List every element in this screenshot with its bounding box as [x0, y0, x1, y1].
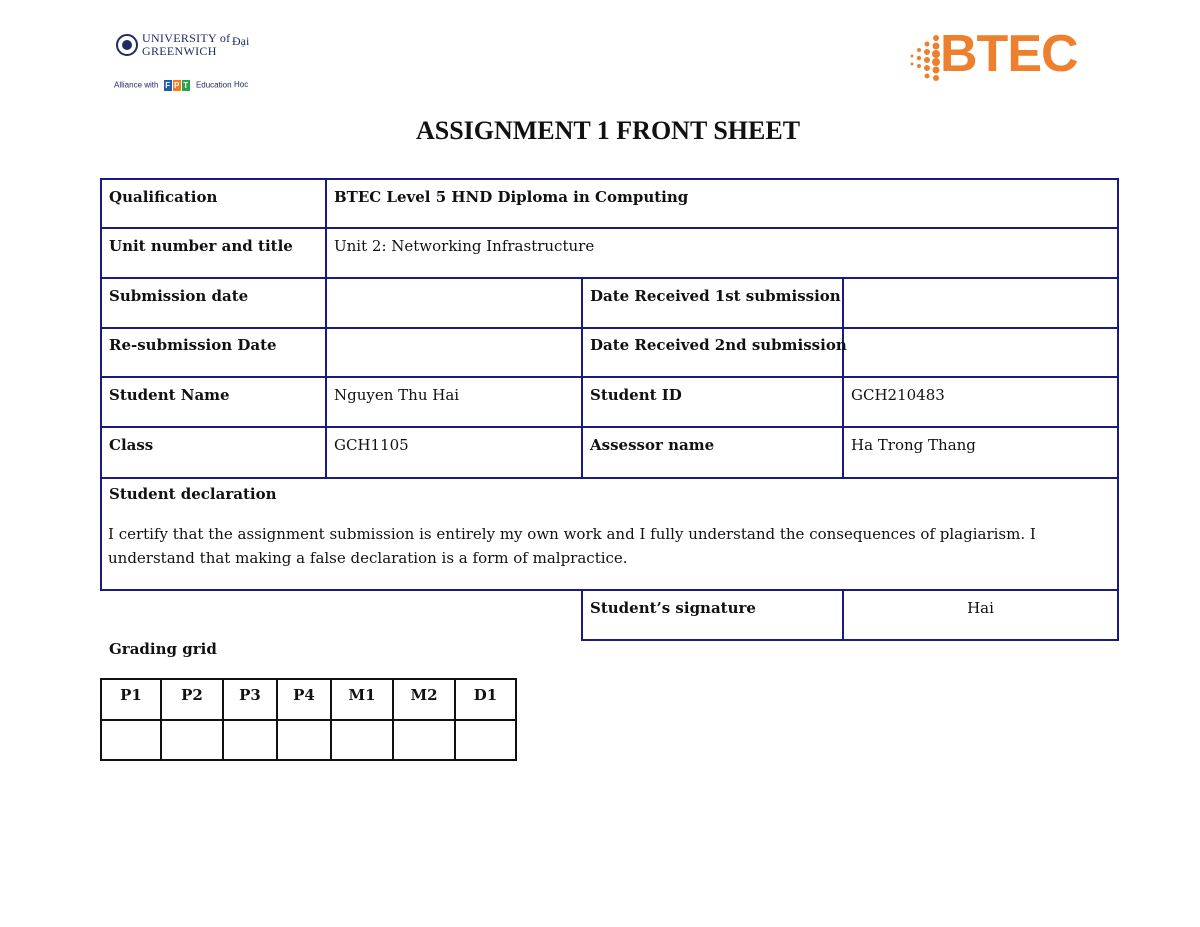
student-name-label: Student Name — [109, 386, 230, 404]
grade-header-p4: P4 — [293, 686, 315, 704]
date-received-1st-label: Date Received 1st submission — [590, 287, 841, 305]
submission-date-label: Submission date — [109, 287, 249, 305]
signature-value: Hai — [967, 599, 994, 617]
university-name-line2: GREENWICH — [142, 44, 217, 58]
grade-header-p3: P3 — [239, 686, 261, 704]
page-title: ASSIGNMENT 1 FRONT SHEET — [415, 116, 801, 145]
btec-logo — [908, 25, 1098, 92]
grade-value-cell-d1 — [454, 719, 517, 761]
grade-value-cell-p2 — [160, 719, 224, 761]
grading-grid-label: Grading grid — [109, 640, 217, 658]
class-value: GCH1105 — [334, 436, 409, 454]
grade-header-d1: D1 — [473, 686, 498, 704]
date-received-2nd-value-cell — [842, 327, 1119, 378]
student-id-value: GCH210483 — [851, 386, 945, 404]
grade-value-cell-p1 — [100, 719, 162, 761]
btec-dots-icon — [908, 34, 942, 86]
assessor-name-label: Assessor name — [590, 436, 715, 454]
grade-value-cell-p4 — [276, 719, 332, 761]
grade-header-p2: P2 — [181, 686, 203, 704]
grade-value-cell-m2 — [392, 719, 456, 761]
grade-value-cell-p3 — [222, 719, 278, 761]
btec-wordmark: BTEC — [940, 25, 1078, 83]
university-dai-text: Đại — [232, 34, 250, 48]
qualification-value: BTEC Level 5 HND Diploma in Computing — [334, 188, 689, 206]
submission-date-value-cell — [325, 277, 583, 329]
unit-value: Unit 2: Networking Infrastructure — [334, 237, 595, 255]
declaration-label: Student declaration — [109, 485, 277, 503]
university-logo — [112, 30, 262, 96]
class-label: Class — [109, 436, 154, 454]
signature-label: Student’s signature — [590, 599, 756, 617]
unit-label: Unit number and title — [109, 237, 293, 255]
fpt-logo-icon: F P T — [165, 81, 189, 90]
date-received-2nd-label: Date Received 2nd submission — [590, 336, 847, 354]
partner-line — [114, 80, 232, 91]
student-name-value: Nguyen Thu Hai — [334, 386, 460, 404]
declaration-text: I certify that the assignment submission is entirely my own work and I fully understand the consequences of plagiarism. I understand that making a false declaration is a form of malpractice. — [108, 525, 1036, 567]
assessor-name-value: Ha Trong Thang — [851, 436, 976, 454]
partner-prefix: Alliance with — [114, 80, 159, 90]
grade-header-p1: P1 — [120, 686, 142, 704]
university-name-line1: UNIVERSITY of — [142, 31, 231, 45]
student-id-label: Student ID — [590, 386, 682, 404]
resubmission-date-value-cell — [325, 327, 583, 378]
university-seal-icon — [116, 34, 138, 56]
qualification-label: Qualification — [109, 188, 218, 206]
partner-org: Education — [195, 80, 232, 90]
university-hoc-text: Học — [234, 80, 249, 89]
grade-header-m2: M2 — [410, 686, 438, 704]
grade-header-m1: M1 — [348, 686, 376, 704]
resubmission-date-label: Re-submission Date — [109, 336, 277, 354]
date-received-1st-value-cell — [842, 277, 1119, 329]
grade-value-cell-m1 — [330, 719, 394, 761]
